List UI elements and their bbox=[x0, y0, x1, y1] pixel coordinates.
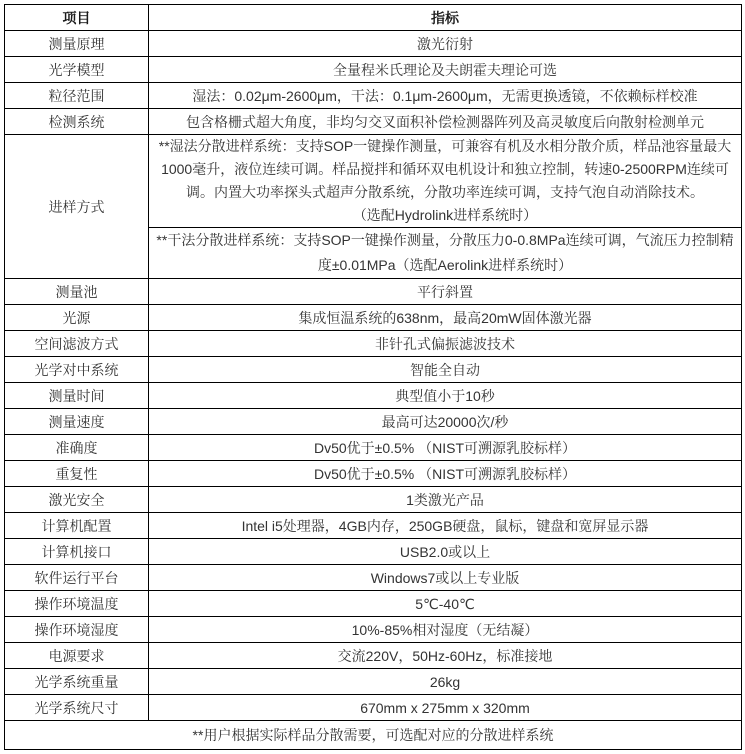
spec-value: 交流220V，50Hz-60Hz，标准接地 bbox=[149, 643, 742, 669]
spec-label: 光学系统重量 bbox=[5, 669, 149, 695]
spec-value: 智能全自动 bbox=[149, 357, 742, 383]
spec-value: 最高可达20000次/秒 bbox=[149, 409, 742, 435]
spec-value: 26kg bbox=[149, 669, 742, 695]
table-row-sampling-wet bbox=[5, 135, 742, 228]
footnote-text: **用户根据实际样品分散需要，可选配对应的分散进样系统 bbox=[5, 721, 742, 750]
spec-value: 5℃-40℃ bbox=[149, 591, 742, 617]
spec-label: 空间滤波方式 bbox=[5, 331, 149, 357]
table-row bbox=[5, 31, 742, 57]
spec-value-dry-system: **干法分散进样系统：支持SOP一键操作测量，分散压力0-0.8MPa连续可调，气流压力控制精度±0.01MPa（选配Aerolink进样系统时） bbox=[149, 228, 742, 279]
spec-label: 重复性 bbox=[5, 461, 149, 487]
spec-label: 准确度 bbox=[5, 435, 149, 461]
table-row bbox=[5, 109, 742, 135]
spec-label: 进样方式 bbox=[5, 135, 149, 279]
spec-label: 光学对中系统 bbox=[5, 357, 149, 383]
wet-system-text: **湿法分散进样系统：支持SOP一键操作测量，可兼容有机及水相分散介质，样品池容量最大1000毫升，液位连续可调。样品搅拌和循环双电机设计和独立控制，转速0-2500RPM连续可调。内置大功率探头式超声分散系统，分散功率连续可调，支持气泡自动消除技术。 bbox=[158, 138, 732, 200]
spec-value: Windows7或以上专业版 bbox=[149, 565, 742, 591]
spec-value: 非针孔式偏振滤波技术 bbox=[149, 331, 742, 357]
table-row bbox=[5, 565, 742, 591]
spec-label: 电源要求 bbox=[5, 643, 149, 669]
spec-value: Dv50优于±0.5% （NIST可溯源乳胶标样） bbox=[149, 435, 742, 461]
spec-value: 湿法：0.02μm-2600μm，干法：0.1μm-2600μm，无需更换透镜，不依赖标样校准 bbox=[149, 83, 742, 109]
table-row bbox=[5, 305, 742, 331]
spec-value: Intel i5处理器，4GB内存，250GB硬盘，鼠标，键盘和宽屏显示器 bbox=[149, 513, 742, 539]
spec-label: 计算机接口 bbox=[5, 539, 149, 565]
table-header-row bbox=[5, 5, 742, 31]
spec-label: 检测系统 bbox=[5, 109, 149, 135]
spec-label: 软件运行平台 bbox=[5, 565, 149, 591]
table-row bbox=[5, 591, 742, 617]
column-header-item: 项目 bbox=[5, 5, 149, 31]
table-row bbox=[5, 643, 742, 669]
table-row bbox=[5, 357, 742, 383]
spec-value: USB2.0或以上 bbox=[149, 539, 742, 565]
column-header-spec: 指标 bbox=[149, 5, 742, 31]
spec-label: 计算机配置 bbox=[5, 513, 149, 539]
spec-label: 光学模型 bbox=[5, 57, 149, 83]
table-row bbox=[5, 669, 742, 695]
spec-label: 测量池 bbox=[5, 279, 149, 305]
spec-value: 典型值小于10秒 bbox=[149, 383, 742, 409]
spec-value: Dv50优于±0.5% （NIST可溯源乳胶标样） bbox=[149, 461, 742, 487]
spec-label: 光源 bbox=[5, 305, 149, 331]
spec-label: 粒径范围 bbox=[5, 83, 149, 109]
spec-label: 光学系统尺寸 bbox=[5, 695, 149, 721]
table-row bbox=[5, 83, 742, 109]
spec-value: 激光衍射 bbox=[149, 31, 742, 57]
table-row bbox=[5, 539, 742, 565]
spec-value: 集成恒温系统的638nm，最高20mW固体激光器 bbox=[149, 305, 742, 331]
spec-value: 670mm x 275mm x 320mm bbox=[149, 695, 742, 721]
spec-label: 操作环境湿度 bbox=[5, 617, 149, 643]
table-row bbox=[5, 279, 742, 305]
spec-value: 10%-85%相对湿度（无结凝） bbox=[149, 617, 742, 643]
table-row bbox=[5, 331, 742, 357]
spec-value-wet-system bbox=[149, 135, 742, 228]
table-row bbox=[5, 409, 742, 435]
spec-label: 测量原理 bbox=[5, 31, 149, 57]
spec-value: 1类激光产品 bbox=[149, 487, 742, 513]
table-row bbox=[5, 435, 742, 461]
spec-label: 测量速度 bbox=[5, 409, 149, 435]
table-row bbox=[5, 383, 742, 409]
table-row bbox=[5, 461, 742, 487]
table-row bbox=[5, 57, 742, 83]
spec-value: 平行斜置 bbox=[149, 279, 742, 305]
specification-table bbox=[4, 4, 742, 750]
spec-value: 全量程米氏理论及夫朗霍夫理论可选 bbox=[149, 57, 742, 83]
spec-label: 激光安全 bbox=[5, 487, 149, 513]
table-row bbox=[5, 617, 742, 643]
wet-system-note: （选配Hydrolink进样系统时） bbox=[352, 207, 538, 223]
spec-value: 包含格栅式超大角度，非均匀交叉面积补偿检测器阵列及高灵敏度后向散射检测单元 bbox=[149, 109, 742, 135]
spec-label: 测量时间 bbox=[5, 383, 149, 409]
table-row bbox=[5, 695, 742, 721]
table-row bbox=[5, 513, 742, 539]
table-row bbox=[5, 487, 742, 513]
spec-label: 操作环境温度 bbox=[5, 591, 149, 617]
